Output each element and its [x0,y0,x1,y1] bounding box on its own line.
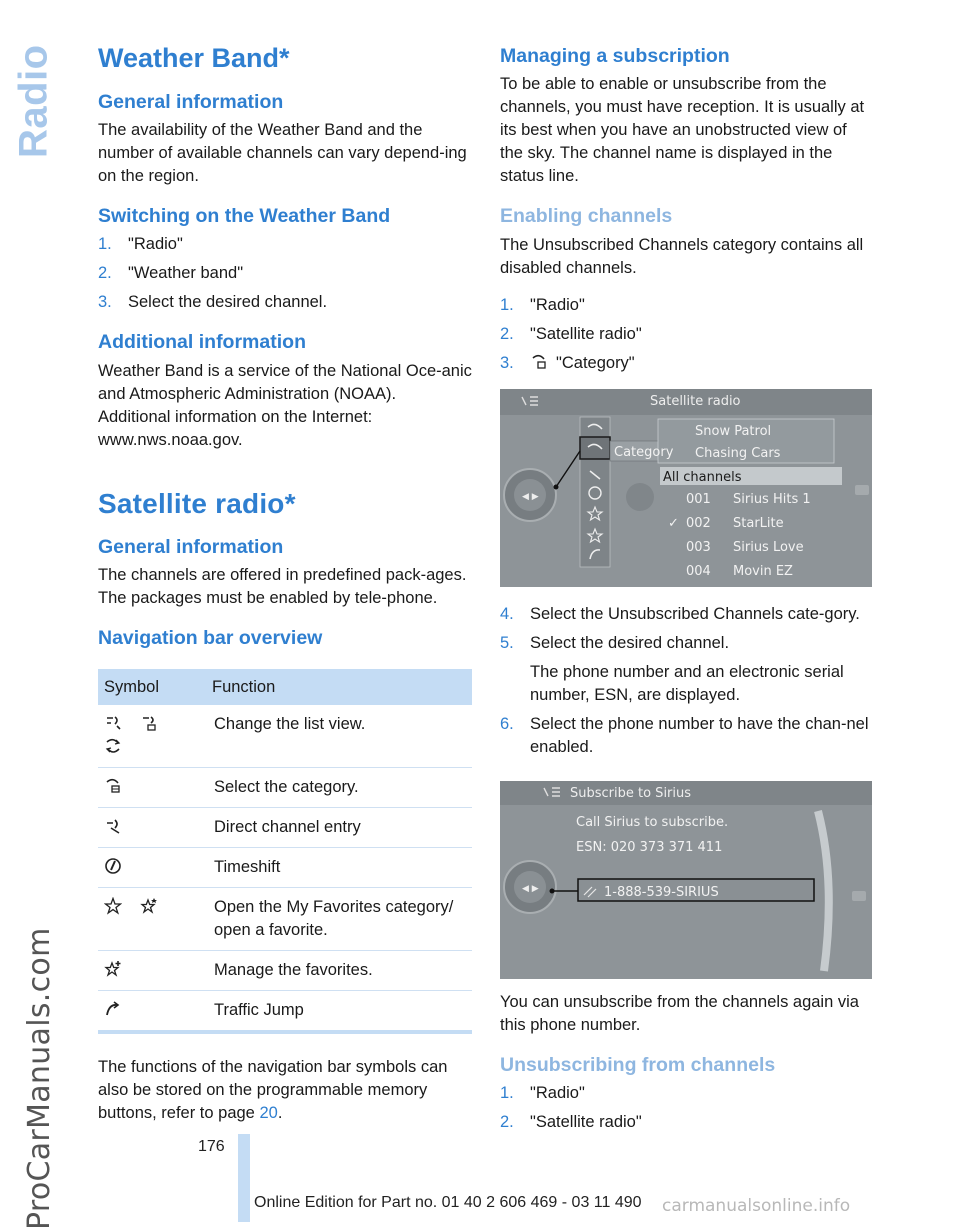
svg-text:◀ ▶: ◀ ▶ [522,491,539,502]
right-column [500,38,874,1134]
screen1-channel-num: 001 [686,491,711,507]
subscribe-sirius-screenshot [500,781,872,979]
heading-general-information-2: General information [98,535,284,558]
manage-favorites-icon [104,960,122,978]
unsubscribe-info-text: You can unsubscribe from the channels again via this phone number. [500,992,859,1034]
screen1-highlight: All channels [663,469,742,485]
left-column [98,38,472,1125]
column-header-symbol: Symbol [98,669,208,705]
section-tab-radio: Radio [11,44,56,158]
switch-steps [98,233,472,314]
site-watermark-vertical: ProCarManuals.com [22,927,57,1230]
screen2-line1: Call Sirius to subscribe. [576,814,729,830]
step5-detail: The phone number and an electronic serial number, ESN, are displayed. [530,662,844,704]
satellite-general-text: The channels are offered in predefined pack-ages. The packages must be enabled by tele-phone. [98,566,467,608]
enable-steps [500,294,874,375]
screen1-channel-name: Sirius Hits 1 [733,491,811,507]
category-icon [104,777,122,795]
page-reference-link[interactable]: 20 [259,1104,278,1123]
satellite-radio-screen [500,389,872,587]
heading-managing-subscription: Managing a subscription [500,45,730,67]
heading-navigation-bar: Navigation bar overview [98,627,323,650]
title-satellite-radio: Satellite radio* [98,487,296,519]
screen2-title: Subscribe to Sirius [570,785,692,801]
screen2-phone: 1-888-539-SIRIUS [604,884,719,900]
table-row: Change the list view. [98,705,472,768]
title-weather-band: Weather Band* [98,43,290,73]
table-row: Open the My Favorites category/ open a favorite. [98,888,472,951]
list-item: 4. Select the Unsubscribed Channels cate-gory. [500,604,860,623]
managing-subscription-text: To be able to enable or unsubscribe from the channels, you must have reception. It is usually at its best when you have an unobstructed view of the sky. The channel name is displayed in the status line. [500,75,865,186]
screen1-item: Snow Patrol [695,423,772,439]
timeshift-icon [104,857,122,875]
screen1-tooltip: Category [614,444,674,460]
direct-entry-icon [104,817,122,835]
list-view-alt-icon [140,714,158,732]
online-edition-text: Online Edition for Part no. 01 40 2 606 469 - 03 11 490 [254,1194,642,1211]
category-icon [530,353,548,371]
heading-unsubscribing: Unsubscribing from channels [500,1053,776,1076]
screen1-channel-name: StarLite [733,515,784,531]
heading-enabling-channels: Enabling channels [500,205,673,228]
screen2-line2: ESN: 020 373 371 411 [576,839,723,855]
list-item: 1. "Radio" [500,1084,585,1103]
list-item: 2. "Satellite radio" [500,324,642,343]
table-row: Select the category. [98,768,472,808]
traffic-jump-icon [104,1000,122,1018]
screen1-channel-name: Movin EZ [733,563,793,579]
navigation-bar-table [98,669,472,1034]
footer-watermark: carmanualsonline.info [662,1196,851,1216]
list-view-refresh-icon [104,737,122,755]
column-header-function: Function [208,669,472,705]
list-item: 6. Select the phone number to have the chan-nel enabled. [500,714,869,756]
footer-bar [238,1134,250,1222]
additional-information-text: Weather Band is a service of the National Oce-anic and Atmospheric Administration (NOAA). Additional information on the Internet: www.nws.noaa.gov. [98,361,472,449]
screen1-channel-num: 002 [686,515,711,531]
screen1-channel-name: Sirius Love [733,539,804,555]
page-number: 176 [198,1138,225,1155]
list-item: 1. "Radio" [98,235,183,254]
screen1-item: Chasing Cars [695,445,781,461]
star-icon [104,897,122,915]
list-item: 2. "Weather band" [98,264,244,283]
subscribe-screen [500,781,872,979]
table-row: Traffic Jump [98,991,472,1033]
enable-steps-2 [500,603,874,759]
memory-buttons-text: The functions of the navigation bar symbols can also be stored on the programmable memory buttons, refer to page 20. [98,1058,448,1123]
screen1-check: ✓ [668,515,679,531]
list-item: 2. "Satellite radio" [500,1113,642,1132]
list-item: 1. "Radio" [500,295,585,314]
list-item: 3. "Category" [500,353,635,372]
screen1-channel-num: 004 [686,563,711,579]
heading-general-information: General information [98,90,284,113]
list-item: 3. Select the desired channel. [98,293,328,312]
star-favorite-icon [140,897,158,915]
screen1-title: Satellite radio [650,393,741,409]
list-item: 5. Select the desired channel. [500,633,730,652]
table-row: Direct channel entry [98,808,472,848]
satellite-radio-screenshot [500,389,872,587]
svg-text:◀ ▶: ◀ ▶ [522,883,539,894]
unsubscribe-steps [500,1082,874,1134]
enabling-channels-text: The Unsubscribed Channels category contains all disabled channels. [500,235,864,277]
list-view-icon [104,714,122,732]
heading-additional-information: Additional information [98,331,306,354]
general-information-text: The availability of the Weather Band and the number of available channels can vary depend-ing on the region. [98,121,467,186]
table-row: Manage the favorites. [98,951,472,991]
heading-switching-on: Switching on the Weather Band [98,205,391,228]
screen1-channel-num: 003 [686,539,711,555]
table-row: Timeshift [98,848,472,888]
